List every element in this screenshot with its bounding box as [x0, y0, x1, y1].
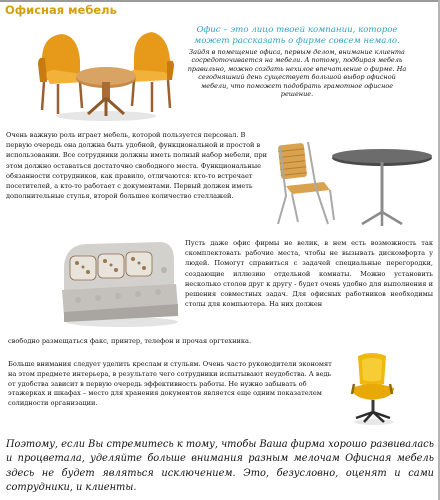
paragraph-workplaces: Пусть даже офис фирмы не велик, в нем есть возможность так скомплектовать рабочие места, чтобы не вызывать дискомфорта у людей. Помогут справиться с задачей специальные перегородки, создающие иллюзию отдельной комнаты. Можно установить несколько столов друг к другу - будет очень удобно для выполнения и решения совместных задач. Для офисных работников необходимы столы для компьютера. На них должен: [185, 239, 433, 309]
intro-block: [184, 25, 410, 99]
page-title: Офисная мебель: [5, 3, 117, 17]
office-chair-image: [344, 350, 402, 426]
paragraph-office-equipment: свободно размещаться факс, принтер, телефон и прочая оргтехника.: [8, 337, 252, 345]
chair-table-image: [272, 136, 436, 228]
paragraph-staff-furniture: Очень важную роль играет мебель, которой пользуется персонал. В первую очередь она должна быть удобной, функциональной и простой в использовании. Все сотрудники должны иметь полный набор мебели, при этом должно оставаться достаточно свободного места. Функциональные обязанности сотрудников, как правило, отличаются: кто-то встречает посетителей, а кто-то работает с документами. Первый должен иметь дополнительные стулья, второй большее количество стеллажей.: [6, 131, 267, 201]
intro-text: Зайдя в помещение офиса, первым делом, внимание клиента сосредоточивается на мебели. А потому, подбирая мебель правильно, можно создать нехилое впечатление о фирме. На сегодняшний день существует большой выбор офисной мебели, что поможет подобрать грамотное офисное решение.: [187, 48, 407, 99]
top-border: [0, 0, 440, 2]
intro-lead: Офис – это лицо твоей компании, которое может рассказать о фирме совсем немало.: [194, 25, 400, 46]
sofa-image: [58, 236, 180, 328]
closing-paragraph: Поэтому, если Вы стремитесь к тому, чтобы Ваша фирма хорошо развивалась и процветала, уделяйте больше внимания разным мелочам Офисная мебель здесь не будет являться исключением. Это, безусловно, оценят и сами сотрудники, и клиенты.: [6, 439, 434, 494]
armchairs-table-image: [36, 16, 176, 124]
paragraph-chairs: Больше внимания следует уделить креслам и стульям. Очень часто руководители экономят на этом предмете интерьера, в результате чего сотрудники испытывают неудобства. А ведь от удобства зависит в первую очередь эффективность работы. Не нужно забывать об этажерках и шкафах – место для хранения документов является еще одним показателем солидности организации.: [8, 360, 332, 407]
